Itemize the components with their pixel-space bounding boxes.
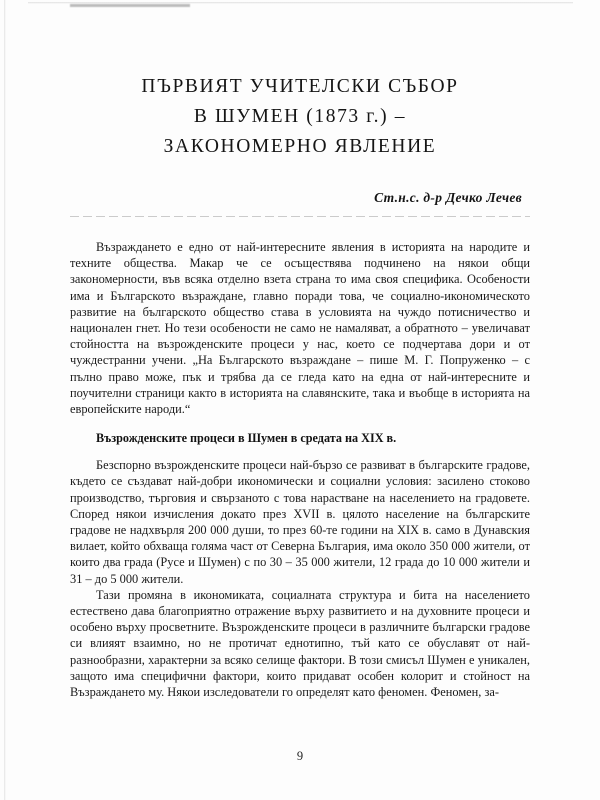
header-divider [70, 216, 530, 217]
title-line-3: ЗАКОНОМЕРНО ЯВЛЕНИЕ [163, 136, 437, 157]
paragraph-1: Възраждането е едно от най-интересните явления в историята на народите и техните общества. Макар че се осъществява подчинено на някои общи закономерности, във всяка отделно взета страна то има своя специфика. Особености има и Българското възраждане, главно поради това, че социално-икономическото развитие на българското общество става в условията на чуждо потисничество и национален гнет. Но тези особености не само не намаляват, а обратното – увеличават стойността на възрожденските процеси у нас, което се подчертава дори и от чуждестранни учени. „На Българското възраждане – пише М. Г. Попруженко – с пълно право може, пък и трябва да се гледа като на една от най-интересните и поучителни страници както в историята на славянските, така и въобще в историята на европейските народи.“ [70, 240, 530, 417]
paragraph-3: Тази промяна в икономиката, социалната структура и бита на населението естествено дава благоприятно отражение върху развитието и на духовните процеси и особено върху просветните. Възрожденските процеси в различните български градове си влияят взаимно, но не протичат еднотипно, тъй като се обуславят от най-разнообразни, характерни за всяко селище фактори. В този смисъл Шумен е уникален, защото има специфични фактори, които придават особен колорит и стойност на Възраждането му. Някои изследователи го определят като феномен. Феномен, за- [70, 587, 530, 700]
title-line-2: В ШУМЕН (1873 г.) – [193, 106, 407, 127]
article-body [70, 239, 530, 700]
title-line-1: ПЪРВИЯТ УЧИТЕЛСКИ СЪБОР [141, 76, 459, 97]
section-subheading: Възрожденските процеси в Шумен в средата на XIX в. [96, 431, 397, 446]
article-title [70, 72, 530, 162]
author-byline: Ст.н.с. д-р Дечко Лечев [374, 190, 522, 205]
page-number: 9 [296, 749, 304, 763]
paragraph-2: Безспорно възрожденските процеси най-бързо се развиват в българските градове, където се създават най-добри икономически и социални условия: засилено стоково производство, търговия и свързаното с това нарастване на населението на градовете. Според някои изчисления докато през XVII в. цялото население на българските градове не надхвърля 200 000 души, то през 60-те години на XIX в. само в Дунавския вилает, който обхваща голяма част от Северна България, има около 350 000 жители, от които два града (Русе и Шумен) с по 30 – 35 000 жители, 12 града до 10 000 жители и 31 – до 5 000 жители. [70, 458, 530, 586]
